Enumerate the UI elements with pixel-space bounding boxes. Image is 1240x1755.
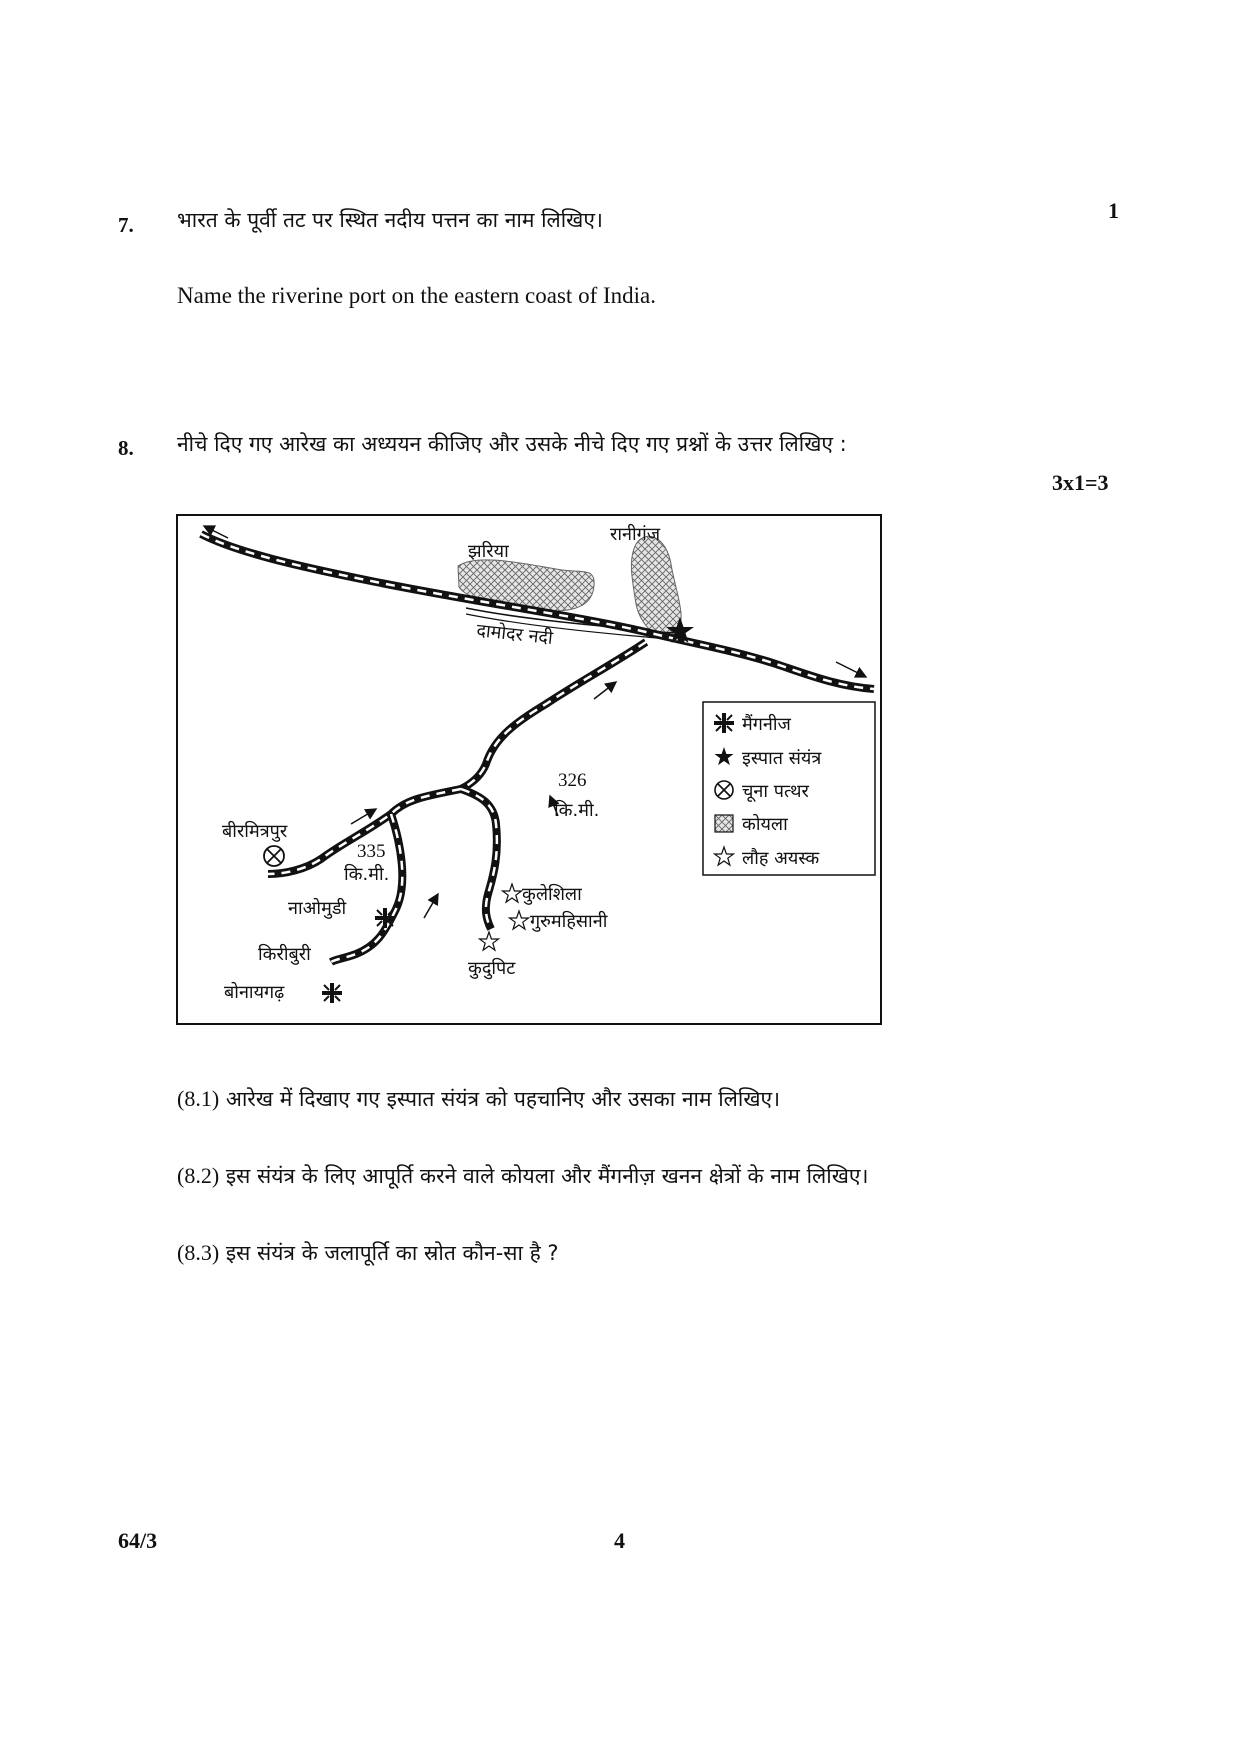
label-damodar-river: दामोदर नदी [475, 620, 554, 649]
question-8-hindi: नीचे दिए गए आरेख का अध्ययन कीजिए और उसके नीचे दिए गए प्रश्नों के उत्तर लिखिए : [177, 432, 847, 456]
paper-code: 64/3 [118, 1528, 158, 1553]
label-kiriburi: किरीबुरी [258, 944, 311, 965]
coal-icon [715, 815, 733, 832]
subquestion-8-3 [177, 1239, 559, 1267]
label-jharia: झरिया [468, 541, 509, 562]
manganese-icon [322, 983, 342, 1003]
map-legend [703, 702, 875, 875]
question-7-marks: 1 [1108, 198, 1119, 223]
manganese-icon [375, 908, 395, 928]
distance-335-unit: कि.मी. [344, 864, 390, 885]
subquestion-8-2 [177, 1162, 869, 1190]
question-8-number: 8. [118, 436, 134, 460]
legend-label-iron-ore: लौह अयस्क [742, 848, 820, 869]
manganese-icon [714, 713, 734, 733]
limestone-icon [264, 846, 284, 866]
distance-326-value: 326 [558, 770, 587, 791]
label-birmitrapur: बीरमित्रपुर [222, 821, 288, 842]
subquestion-8-1 [177, 1085, 780, 1113]
distance-335-value: 335 [357, 841, 386, 862]
label-naomundi: नाओमुडी [288, 898, 347, 919]
legend-label-manganese: मैंगनीज [742, 714, 791, 735]
distance-326-unit: कि.मी. [554, 800, 600, 821]
label-bonaigarh: बोनायगढ़ [224, 982, 285, 1003]
question-7-number: 7. [118, 213, 134, 237]
legend-label-coal: कोयला [742, 814, 788, 835]
page-number: 4 [614, 1528, 625, 1553]
legend-label-steel-plant: इस्पात संयंत्र [742, 748, 822, 769]
question-8-marks: 3x1=3 [1052, 470, 1109, 495]
label-kudupit: कुदुपिट [468, 958, 516, 979]
limestone-icon [715, 781, 733, 799]
label-raniganj: रानीगंज [610, 524, 661, 545]
subquestion-text: इस संयंत्र के जलापूर्ति का स्रोत कौन-सा है ? [225, 1241, 559, 1265]
label-gurumahisani: गुरुमहिसानी [530, 911, 608, 932]
label-kuleshila: कुलेशिला [522, 884, 582, 905]
subquestion-number: (8.1) [177, 1086, 220, 1111]
subquestion-text: इस संयंत्र के लिए आपूर्ति करने वाले कोयला और मैंगनीज़ खनन क्षेत्रों के नाम लिखिए। [225, 1164, 869, 1188]
question-7-hindi: भारत के पूर्वी तट पर स्थित नदीय पत्तन का नाम लिखिए। [177, 208, 603, 232]
subquestion-number: (8.3) [177, 1240, 220, 1265]
question-7-english: Name the riverine port on the eastern coast of India. [177, 283, 656, 308]
steel-plant-map [176, 514, 882, 1025]
legend-label-limestone: चूना पत्थर [742, 781, 809, 802]
subquestion-text: आरेख में दिखाए गए इस्पात संयंत्र को पहचानिए और उसका नाम लिखिए। [225, 1087, 781, 1111]
subquestion-number: (8.2) [177, 1163, 220, 1188]
